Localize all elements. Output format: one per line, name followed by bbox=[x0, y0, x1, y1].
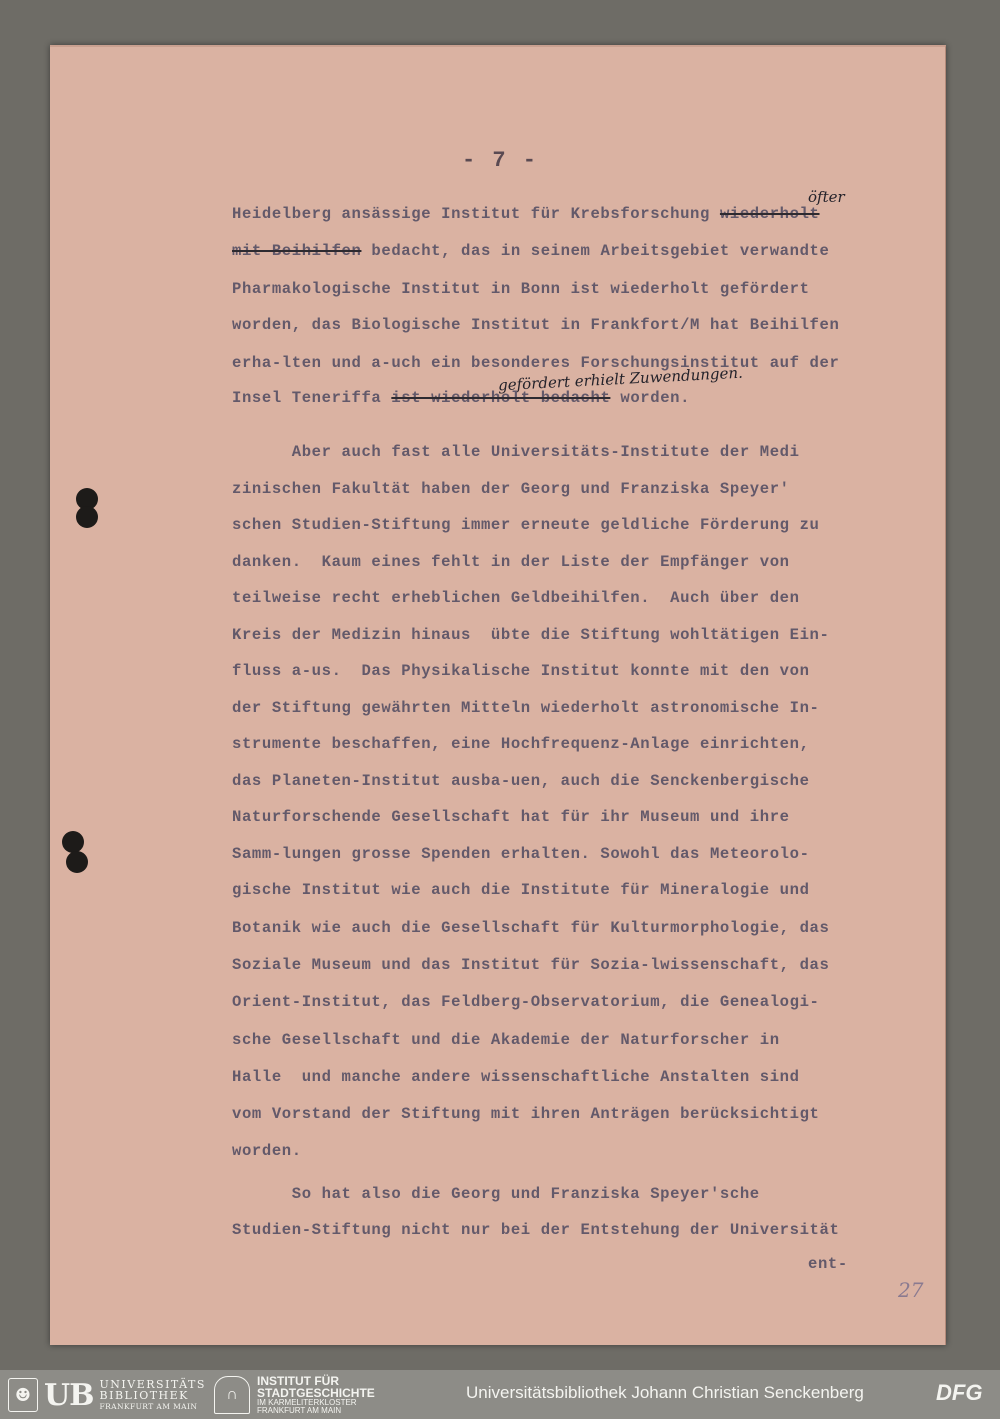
dfg-logo: DFG bbox=[936, 1380, 983, 1405]
line-text: erha-lten und a-uch ein besonderes Forschungsinstitut auf der bbox=[232, 354, 840, 372]
line-text: strumente beschaffen, eine Hochfrequenz-Anlage einrichten, bbox=[232, 735, 810, 753]
isg-line-2: STADTGESCHICHTE bbox=[257, 1385, 375, 1400]
line-text: Insel Teneriffa bbox=[232, 389, 392, 407]
text-line bbox=[232, 771, 922, 791]
punch-hole-icon bbox=[66, 851, 88, 873]
text-line bbox=[232, 552, 922, 572]
text-line bbox=[232, 1104, 922, 1124]
page-number: - 7 - bbox=[461, 148, 538, 173]
line-text: worden, das Biologische Institut in Frankfort/M hat Beihilfen bbox=[232, 316, 840, 334]
punch-hole-icon bbox=[76, 506, 98, 528]
line-text: Kreis der Medizin hinaus übte die Stiftung wohltätigen Ein- bbox=[232, 626, 830, 644]
line-text: worden. bbox=[610, 389, 691, 407]
text-line bbox=[232, 734, 922, 754]
text-line bbox=[232, 955, 922, 975]
footer-bar bbox=[0, 1370, 1000, 1419]
text-line bbox=[232, 442, 922, 462]
line-text: Pharmakologische Institut in Bonn ist wiederholt gefördert bbox=[232, 280, 810, 298]
text-line bbox=[232, 588, 922, 608]
catchword: ent- bbox=[808, 1255, 848, 1273]
cloister-arch-icon: ∩ bbox=[214, 1376, 250, 1414]
library-credit: Universitätsbibliothek Johann Christian Senckenberg bbox=[466, 1383, 864, 1402]
text-line bbox=[232, 844, 922, 864]
text-line bbox=[232, 807, 922, 827]
line-text: danken. Kaum eines fehlt in der Liste der Empfänger von bbox=[232, 553, 790, 571]
struck-text: mit Beihilfen bbox=[232, 242, 362, 260]
text-line bbox=[232, 315, 922, 335]
line-text: Samm-lungen grosse Spenden erhalten. Sowohl das Meteorolo- bbox=[232, 845, 810, 863]
line-text: zinischen Fakultät haben der Georg und Franziska Speyer' bbox=[232, 480, 790, 498]
line-text: Aber auch fast alle Universitäts-Institute der Medi bbox=[232, 443, 800, 461]
line-text: Halle und manche andere wissenschaftliche Anstalten sind bbox=[232, 1068, 800, 1086]
ub-letters: UB bbox=[44, 1377, 94, 1413]
text-line bbox=[232, 388, 922, 408]
text-line bbox=[232, 479, 922, 499]
text-line bbox=[232, 1067, 922, 1087]
text-line bbox=[232, 918, 922, 938]
isg-logo bbox=[214, 1373, 375, 1415]
line-text: sche Gesellschaft und die Akademie der Naturforscher in bbox=[232, 1031, 780, 1049]
text-line bbox=[232, 625, 922, 645]
text-line bbox=[232, 279, 922, 299]
text-line bbox=[232, 241, 922, 261]
ub-wordmark bbox=[100, 1379, 206, 1412]
ub-line-1: UNIVERSITÄTS bbox=[99, 1377, 206, 1391]
line-text: gische Institut wie auch die Institute für Mineralogie und bbox=[232, 881, 810, 899]
ub-seal-icon: ☻ bbox=[8, 1378, 38, 1412]
struck-text: wiederholt bbox=[719, 205, 820, 223]
text-line bbox=[232, 1141, 922, 1161]
ub-line-2: BIBLIOTHEK bbox=[99, 1388, 189, 1402]
folio-number: 27 bbox=[898, 1278, 924, 1302]
isg-wordmark bbox=[257, 1375, 375, 1416]
handwritten-insert: gefördert erhielt Zuwendungen. bbox=[497, 363, 744, 395]
text-line bbox=[232, 1030, 922, 1050]
line-text: Botanik wie auch die Gesellschaft für Kulturmorphologie, das bbox=[232, 919, 830, 937]
line-text: worden. bbox=[232, 1142, 302, 1160]
isg-line-1: INSTITUT FÜR bbox=[257, 1373, 339, 1388]
ub-line-3: FRANKFURT AM MAIN bbox=[99, 1401, 198, 1411]
line-text: schen Studien-Stiftung immer erneute geldliche Förderung zu bbox=[232, 516, 820, 534]
punch-hole-icon bbox=[62, 831, 84, 853]
text-line bbox=[232, 661, 922, 681]
ub-logo bbox=[8, 1378, 206, 1412]
text-line bbox=[232, 1220, 922, 1240]
line-text: teilweise recht erheblichen Geldbeihilfen. Auch über den bbox=[232, 589, 800, 607]
line-text: fluss a-us. Das Physikalische Institut konnte mit den von bbox=[232, 662, 810, 680]
line-text: Soziale Museum und das Institut für Sozia-lwissenschaft, das bbox=[232, 956, 830, 974]
line-text: Orient-Institut, das Feldberg-Observatorium, die Genealogi- bbox=[232, 993, 820, 1011]
line-text: vom Vorstand der Stiftung mit ihren Anträgen berücksichtigt bbox=[232, 1105, 820, 1123]
text-line bbox=[232, 515, 922, 535]
line-text: So hat also die Georg und Franziska Speyer'sche bbox=[232, 1185, 760, 1203]
isg-line-4: FRANKFURT AM MAIN bbox=[257, 1406, 342, 1415]
text-line bbox=[232, 698, 922, 718]
line-text: bedacht, das in seinem Arbeitsgebiet verwandte bbox=[361, 242, 830, 260]
isg-line-3: IM KARMELITERKLOSTER bbox=[257, 1397, 357, 1407]
line-text: der Stiftung gewährten Mitteln wiederholt astronomische In- bbox=[232, 699, 820, 717]
line-text: Heidelberg ansässige Institut für Krebsforschung bbox=[232, 205, 720, 223]
text-line bbox=[232, 880, 922, 900]
text-line bbox=[232, 992, 922, 1012]
line-text: das Planeten-Institut ausba-uen, auch die Senckenbergische bbox=[232, 772, 810, 790]
handwritten-insert: öfter bbox=[808, 188, 845, 206]
text-line bbox=[232, 204, 922, 224]
text-line bbox=[232, 1184, 922, 1204]
line-text: Studien-Stiftung nicht nur bei der Entstehung der Universität bbox=[232, 1221, 840, 1239]
text-line bbox=[232, 353, 922, 373]
struck-text: ist wiederholt bedacht bbox=[391, 389, 611, 407]
line-text: Naturforschende Gesellschaft hat für ihr Museum und ihre bbox=[232, 808, 790, 826]
